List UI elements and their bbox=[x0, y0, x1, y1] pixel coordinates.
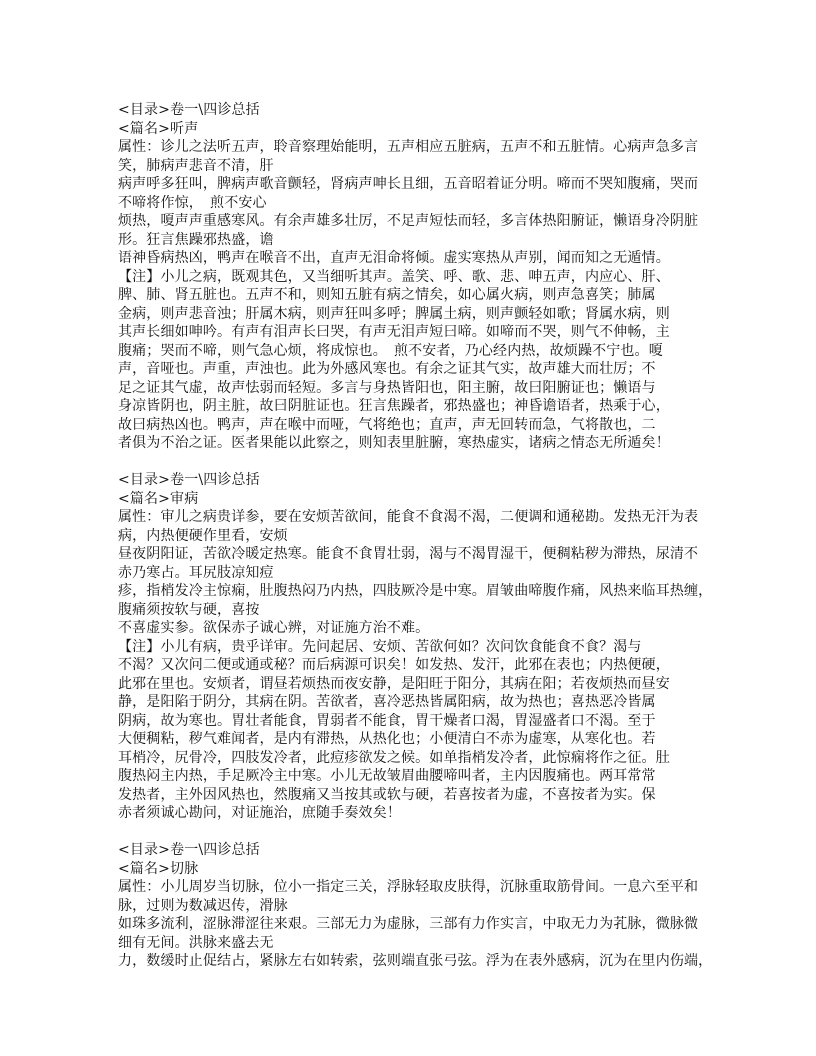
catalog-heading: <目录>卷一\四诊总括 bbox=[118, 472, 260, 488]
section bbox=[118, 101, 718, 453]
text-line: 脾、肺、肾五脏也。五声不和，则知五脏有病之情矣，如心属火病，则声急喜笑；肺属 bbox=[118, 287, 656, 303]
chapter-title: <篇名>切脉 bbox=[118, 860, 199, 877]
catalog-heading: <目录>卷一\四诊总括 bbox=[118, 842, 260, 858]
section bbox=[118, 471, 718, 823]
text-line: 病声呼多狂叫，脾病声歌音颤轻，肾病声呻长且细，五音昭着证分明。啼而不哭知腹痛，哭而 bbox=[118, 176, 699, 192]
text-line: 此邪在里也。安烦者，谓昼若烦热而夜安静，是阳旺于阳分，其病在阳；若夜烦热而昼安 bbox=[118, 675, 670, 692]
text-line: 形。狂言焦躁邪热盛，谵 bbox=[118, 231, 274, 248]
text-line: 赤者须诚心勘问，对证施治，庶随手奏效矣！ bbox=[118, 805, 401, 821]
text-line: 不喜虚实参。欲保赤子诚心辨，对证施方治不难。 bbox=[118, 620, 430, 636]
catalog-heading: <目录>卷一\四诊总括 bbox=[118, 102, 260, 118]
text-line: 故曰病热凶也。鸭声，声在喉中而哑，气将绝也；直声，声无回转而急，气将散也，二 bbox=[118, 416, 656, 433]
text-line: 不渴？又次问二便或通或秘？而后病源可识矣！如发热、发汗，此邪在表也；内热便硬， bbox=[118, 657, 670, 673]
text-line: 不啼将作惊， 煎不安心 bbox=[118, 194, 267, 211]
text-line: 细有无间。洪脉来盛去无 bbox=[118, 934, 274, 951]
text-line: 耳梢冷，尻骨冷，四肢发冷者，此痘疹欲发之候。如单指梢发冷者，此惊痫将作之征。肚 bbox=[118, 749, 670, 766]
text-line: 大便稠粘，秽气难闻者，是内有滞热，从热化也；小便清白不赤为虚寒，从寒化也。若 bbox=[118, 731, 656, 747]
text-line: 【注】小儿有病，贵乎详审。先问起居、安烦、苦欲何如？次问饮食能食不食？渴与 bbox=[118, 638, 642, 655]
text-line: 金病，则声悲音浊；肝属木病，则声狂叫多呼；脾属土病，则声颤轻如歌；肾属水病，则 bbox=[118, 305, 670, 322]
text-line: 如珠多流利，涩脉滞涩往来艰。三部无力为虚脉，三部有力作实言，中取无力为芤脉，微脉微 bbox=[118, 916, 699, 932]
text-line: 腹痛须按软与硬，喜按 bbox=[118, 601, 260, 618]
text-line: 昼夜阴阳证，苦欲冷暖定热寒。能食不食胃壮弱，渴与不渴胃湿干，便稠粘秽为滞热，尿清不 bbox=[118, 546, 699, 562]
text-line: 足之证其气虚，故声怯弱而轻短。多言与身热皆阳也，阳主腑，故曰阳腑证也；懒语与 bbox=[118, 379, 656, 396]
text-line: 脉，过则为数减迟传，滑脉 bbox=[118, 897, 288, 914]
text-line: 属性：审儿之病贵详参，要在安烦苦欲间，能食不食渴不渴，二便调和通秘勘。发热无汗为表 bbox=[118, 509, 699, 525]
text-line: 者俱为不治之证。医者果能以此察之，则知表里脏腑，寒热虚实，诸病之情态无所遁矣！ bbox=[118, 435, 670, 451]
text-line: 笑，肺病声悲音不清，肝 bbox=[118, 157, 274, 174]
text-line: 腹热闷主内热，手足厥冷主中寒。小儿无故皱眉曲腰啼叫者，主内因腹痛也。两耳常常 bbox=[118, 768, 656, 784]
text-line: 阴病，故为寒也。胃壮者能食，胃弱者不能食，胃干燥者口渴，胃湿盛者口不渴。至于 bbox=[118, 712, 656, 729]
text-line: 腹痛；哭而不啼，则气急心烦，将成惊也。 煎不安者，乃心经内热，故烦躁不宁也。嗄 bbox=[118, 342, 663, 359]
text-line: 静，是阳陷于阴分，其病在阴。苦欲者，喜冷恶热皆属阳病，故为热也；喜热恶冷皆属 bbox=[118, 694, 656, 710]
text-line: 语神昏病热凶，鸭声在喉音不出，直声无泪命将倾。虚实寒热从声别，闻而知之无遁情。 bbox=[118, 250, 670, 266]
text-line: 力，数缓时止促结占，紧脉左右如转索，弦则端直张弓弦。浮为在表外感病，沉为在里内伤端， bbox=[118, 953, 713, 969]
section bbox=[118, 841, 718, 971]
text-line: 病，内热便硬作里看，安烦 bbox=[118, 527, 288, 544]
text-line: 赤乃寒占。耳尻肢凉知痘 bbox=[118, 564, 274, 581]
text-line: 属性：诊儿之法听五声，聆音察理始能明，五声相应五脏病，五声不和五脏情。心病声急多言 bbox=[118, 139, 699, 155]
text-line: 【注】小儿之病，既观其色，又当细听其声。盖笑、呼、歌、悲、呻五声，内应心、肝、 bbox=[118, 268, 670, 285]
text-line: 声，音哑也。声重，声浊也。此为外感风寒也。有余之证其气实，故声雄大而壮厉；不 bbox=[118, 361, 656, 377]
chapter-title: <篇名>听声 bbox=[118, 120, 199, 137]
text-line: 发热者，主外因风热也，然腹痛又当按其或软与硬，若喜按者为虚，不喜按者为实。保 bbox=[118, 786, 656, 803]
text-line: 疹，指梢发冷主惊痫，肚腹热闷乃内热，四肢厥冷是中寒。眉皱曲啼腹作痛，风热来临耳热缠， bbox=[118, 583, 713, 599]
chapter-title: <篇名>审病 bbox=[118, 490, 199, 507]
text-line: 属性：小儿周岁当切脉，位小一指定三关，浮脉轻取皮肤得，沉脉重取筋骨间。一息六至平和 bbox=[118, 879, 699, 895]
text-line: 其声长细如呻吟。有声有泪声长曰哭，有声无泪声短曰啼。如啼而不哭，则气不伸畅，主 bbox=[118, 324, 670, 340]
text-line: 身凉皆阴也，阴主脏，故曰阴脏证也。狂言焦躁者，邪热盛也；神昏谵语者，热乘于心， bbox=[118, 398, 670, 414]
document-body bbox=[118, 101, 718, 971]
text-line: 烦热，嗄声声重感寒风。有余声雄多壮厉，不足声短怯而轻，多言体热阳腑证，懒语身冷阴脏 bbox=[118, 213, 699, 229]
